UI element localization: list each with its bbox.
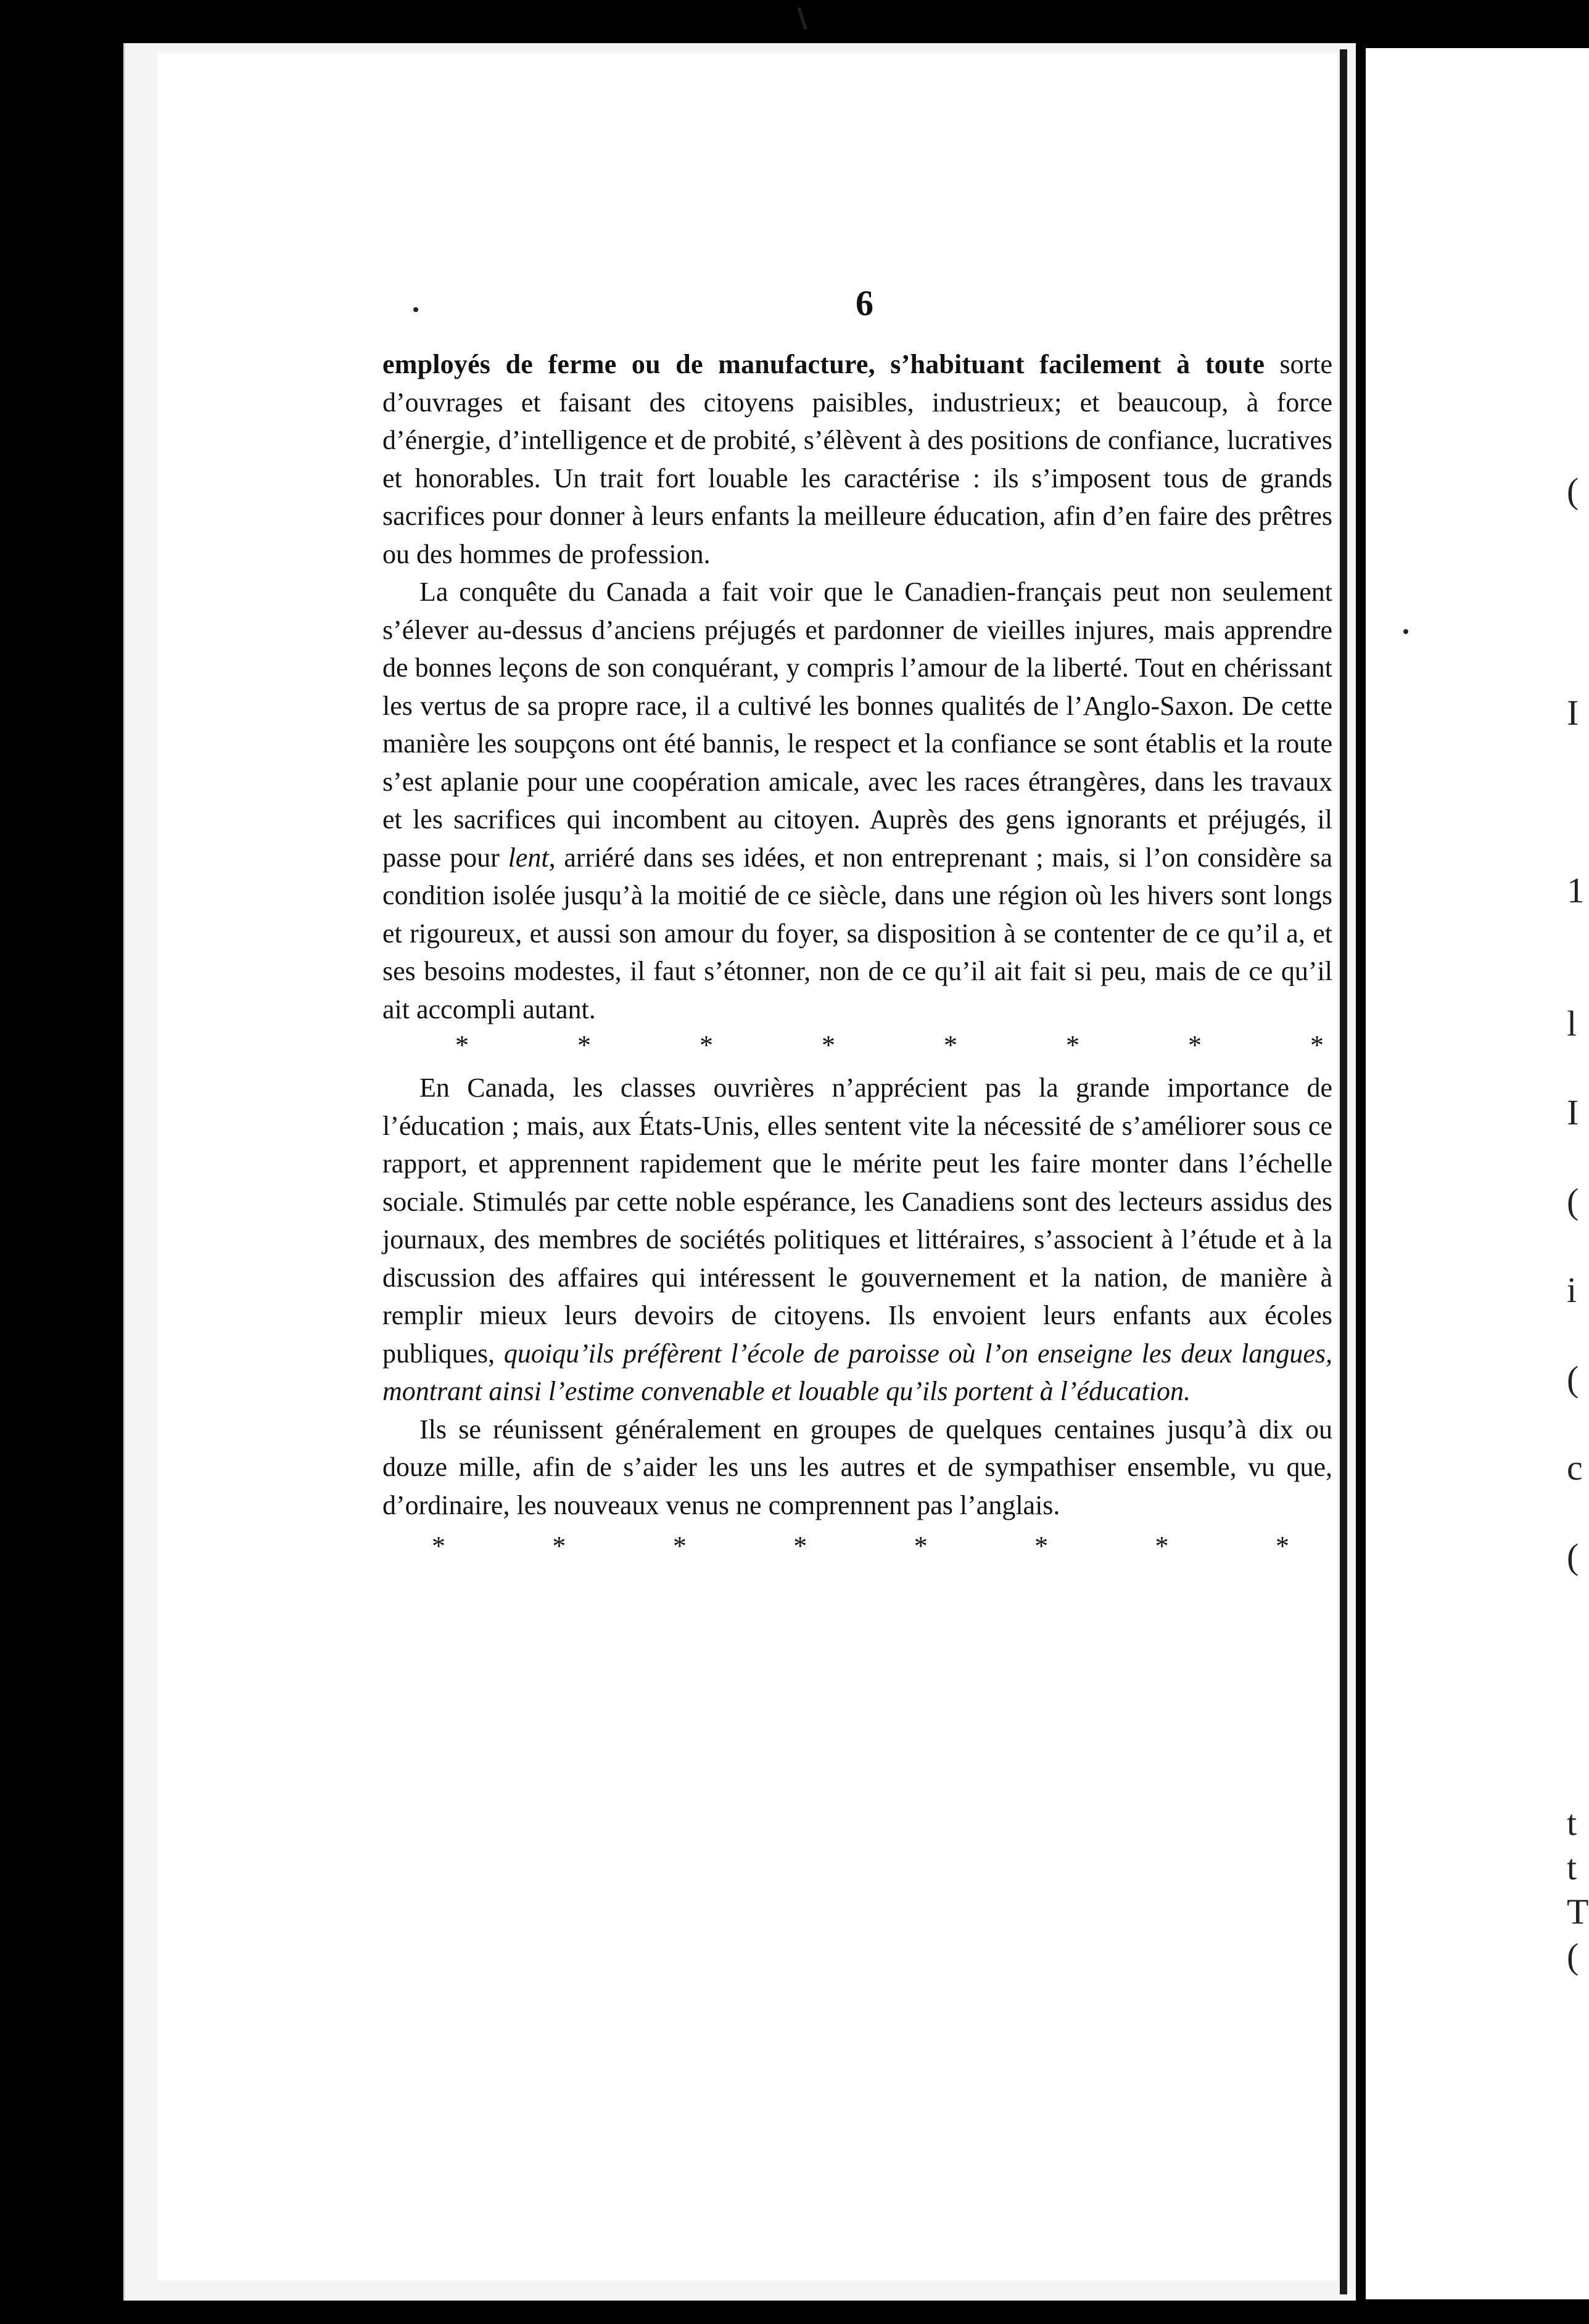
print-speck [1403,629,1408,634]
separator-star: * [944,1030,957,1060]
paragraph-3 [382,1069,1332,1411]
separator-star: * [914,1531,928,1561]
paragraph-1 [382,345,1332,573]
paragraph-2-body: La conquête du Canada a fait voir que le Canadien-français peut non seulement s’élever au-dessus d’anciens préjugés et pardonner de vieilles injures, mais apprendre de bonnes leçons de son conquérant, y compris l’amour de la liberté. Tout en chérissant les vertus de sa propre race, il a cultivé les bonnes qualités de l’Anglo-Saxon. De cette manière les soupçons ont été bannis, le respect et la confiance se sont établis et la route s’est aplanie pour une coopération amicale, avec les races étrangères, dans les travaux et les sacrifices qui incombent au citoyen. Auprès des gens ignorants et préjugés, il passe pour [382,577,1332,873]
page-number: 6 [856,283,873,323]
separator-star: * [822,1030,835,1060]
adjacent-page-edge [1366,48,1589,2299]
separator-star: * [672,1531,687,1561]
paragraph-2-italic: lent [508,842,549,873]
paragraph-3-body: En Canada, les classes ouvrières n’apprécient pas la grande importance de l’éducation ; mais, aux États-Unis, elles sentent vite la nécessité de s’améliorer sous ce rapport, et apprennent rapidement que le mérite peut les faire monter dans l’échelle sociale. Stimulés par cette noble espérance, les Canadiens sont des lecteurs assidus des journaux, des membres de sociétés politiques et littéraires, s’associent à l’étude et à la discussion des affaires qui intéressent le gouvernement et la nation, de manière à remplir mieux leurs devoirs de citoyens. Ils envoient leurs enfants aux écoles publiques, [382,1073,1332,1369]
paragraph-2-end: , arriéré dans ses idées, et non entreprenant ; mais, si l’on considère sa condition isolée jusqu’à la moitié de ce siècle, dans une région où les hivers sont longs et rigoureux, et aussi son amour du foyer, sa disposition à se contenter de ce qu’il a, et ses besoins modestes, il faut s’étonner, non de ce qu’il ait fait si peu, mais de ce qu’il ait accompli autant. [382,842,1332,1024]
page-text [382,345,1332,1570]
paragraph-1-first-line: employés de ferme ou de manufacture, s’habituant facilement à toute [382,349,1265,379]
book-gutter [1340,49,1347,2294]
section-separator [382,1031,1324,1060]
separator-star: * [1155,1531,1169,1561]
section-separator-bottom [382,1531,1289,1561]
adjacent-page-letters: ( I 1 l I ( i ( c ( t t T ( [1567,471,1589,1976]
paragraph-1-body: sorte d’ouvrages et faisant des citoyens paisibles, industrieux; et beaucoup, à force d’énergie, d’intelligence et de probité, s’élèvent à des positions de confiance, lucratives et honorables. Un trait fort louable les caractérise : ils s’imposent tous de grands sacrifices pour donner à leurs enfants la meilleure éducation, afin d’en faire des prêtres ou des hommes de profession. [382,349,1332,569]
scan-mark [798,7,807,30]
separator-star: * [1310,1030,1324,1060]
separator-star: * [432,1531,445,1561]
paragraph-4 [382,1411,1332,1525]
separator-star: * [552,1531,566,1561]
print-speck [413,307,418,312]
separator-star: * [793,1531,807,1561]
separator-star: * [700,1030,713,1060]
paragraph-2 [382,573,1332,1028]
separator-star: * [1188,1030,1202,1060]
paragraph-3-italic: quoiqu’ils préfèrent l’école de paroisse où l’on enseigne les deux langues, montrant ainsi l’estime convenable et louable qu’ils portent à l’éducation. [382,1338,1333,1406]
separator-star: * [1034,1531,1049,1561]
separator-star: * [1066,1030,1079,1060]
separator-star: * [577,1030,591,1060]
separator-star: * [455,1030,469,1060]
separator-star: * [1275,1531,1289,1561]
paragraph-4-body: Ils se réunissent généralement en groupes de quelques centaines jusqu’à dix ou douze mille, afin de s’aider les uns les autres et de sympathiser ensemble, vu que, d’ordinaire, les nouveaux venus ne comprennent pas l’anglais. [382,1414,1332,1520]
